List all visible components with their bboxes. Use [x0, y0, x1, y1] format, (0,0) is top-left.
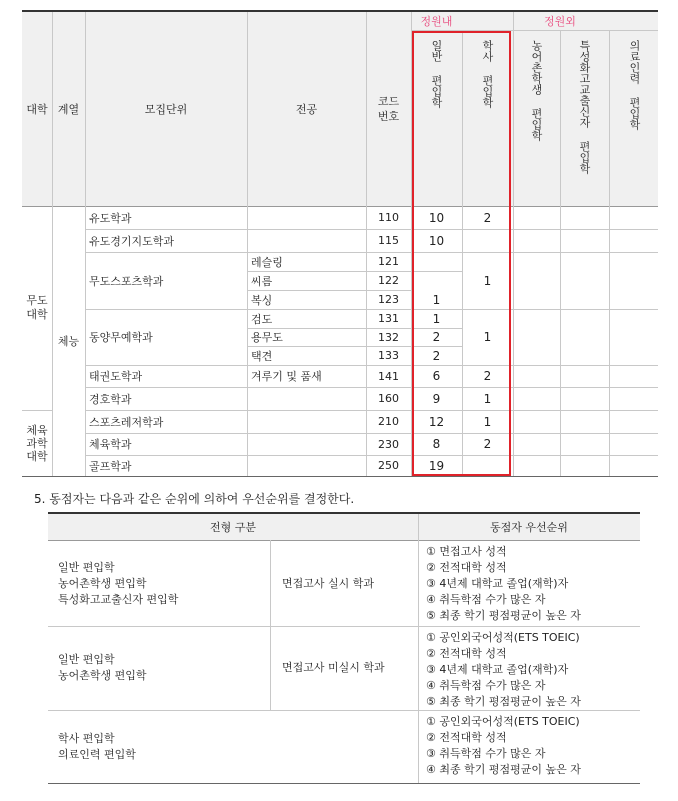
major-cell: 복싱	[251, 293, 273, 307]
bachelor-cell: 1	[483, 330, 492, 344]
unit-cell: 스포츠레저학과	[89, 415, 164, 429]
major-cell: 겨루기 및 품새	[251, 370, 322, 383]
code-cell: 133	[378, 349, 399, 362]
type-item: 농어촌학생 편입학	[58, 669, 147, 682]
type-item: 의료인력 편입학	[58, 748, 136, 761]
unit-cell: 태권도학과	[89, 370, 143, 383]
priority-list	[426, 714, 581, 778]
bachelor-cell: 1	[483, 414, 492, 429]
header-medical: 의료인력 편입학	[628, 40, 641, 130]
major-cell: 씨름	[251, 274, 273, 288]
highlight-box	[412, 31, 511, 476]
priority-item: ① 공인외국어성적(ETS TOEIC)	[426, 715, 580, 728]
header-college: 대학	[26, 103, 48, 116]
type-list	[58, 731, 136, 763]
group-header-outside: 정원외	[544, 15, 576, 28]
priority-item: ③ 4년제 대학교 졸업(재학)자	[426, 577, 569, 590]
general-cell: 10	[428, 210, 445, 225]
priority-item: ① 공인외국어성적(ETS TOEIC)	[426, 631, 580, 644]
priority-item: ③ 취득학점 수가 많은 자	[426, 747, 546, 760]
priority-list	[426, 630, 581, 710]
code-cell: 250	[378, 459, 399, 472]
header-farming: 농어촌학생 편입학	[530, 40, 543, 141]
general-cell: 19	[428, 458, 445, 473]
priority-item: ⑤ 최종 학기 평점평균이 높은 자	[426, 609, 581, 622]
priority-item: ④ 취득학점 수가 많은 자	[426, 593, 546, 606]
major-cell: 레슬링	[251, 255, 283, 269]
priority-list	[426, 544, 581, 624]
header-unit: 모집단위	[144, 103, 188, 116]
header-major: 전공	[295, 103, 318, 116]
tie-break-note: 5. 동점자는 다음과 같은 순위에 의하여 우선순위를 결정한다.	[34, 492, 355, 506]
general-cell: 2	[432, 348, 441, 363]
code-cell: 131	[378, 312, 399, 325]
type-item: 학사 편입학	[58, 732, 115, 745]
unit-cell: 체육학과	[89, 438, 132, 451]
type-item: 특성화고교출신자 편입학	[58, 593, 179, 606]
general-cell: 8	[432, 437, 441, 451]
major-cell: 검도	[251, 312, 273, 326]
bachelor-cell: 2	[483, 437, 492, 451]
type-item: 일반 편입학	[58, 653, 115, 666]
major-cell: 용무도	[251, 331, 283, 344]
type-item: 일반 편입학	[58, 561, 115, 574]
priority-item: ② 전적대학 성적	[426, 647, 507, 660]
code-cell: 210	[378, 415, 399, 428]
code-cell: 132	[378, 330, 399, 344]
college-mudo: 무도 대학	[26, 294, 48, 321]
general-cell: 2	[432, 330, 441, 344]
code-cell: 110	[378, 211, 399, 224]
general-cell: 10	[428, 233, 445, 248]
code-cell: 230	[378, 437, 399, 451]
header-general: 일반 편입학	[430, 40, 443, 108]
major-cell: 택견	[251, 349, 273, 363]
general-cell: 1	[432, 311, 441, 326]
header-special: 특성화고교출신자 편입학	[578, 40, 591, 174]
group-header-inside: 정원내	[420, 15, 453, 28]
unit-cell: 무도스포츠학과	[89, 274, 164, 288]
condition-cell: 면접고사 실시 학과	[282, 577, 375, 590]
header-bachelor: 학사 편입학	[481, 40, 494, 108]
unit-cell: 동양무예학과	[89, 331, 153, 344]
college-sports: 체육 과학 대학	[26, 423, 48, 463]
code-cell: 115	[378, 234, 399, 247]
condition-cell: 면접고사 미실시 학과	[282, 661, 385, 674]
type-list	[58, 560, 178, 608]
priority-item: ① 면접고사 성적	[426, 545, 507, 558]
bachelor-cell: 2	[483, 369, 492, 383]
general-cell: 9	[432, 391, 441, 406]
code-cell: 141	[378, 369, 399, 383]
unit-cell: 유도경기지도학과	[89, 234, 175, 248]
general-cell: 12	[428, 414, 445, 429]
unit-cell: 유도학과	[89, 211, 132, 225]
type-list	[58, 652, 147, 684]
priority-item: ② 전적대학 성적	[426, 731, 507, 744]
general-cell: 6	[432, 369, 441, 383]
general-cell: 1	[432, 292, 441, 307]
priority-item: ⑤ 최종 학기 평점평균이 높은 자	[426, 695, 581, 708]
header-type: 전형 구분	[209, 521, 256, 534]
bachelor-cell: 1	[483, 273, 492, 288]
bachelor-cell: 1	[483, 391, 492, 406]
priority-item: ④ 취득학점 수가 많은 자	[426, 679, 546, 692]
unit-cell: 경호학과	[89, 392, 132, 406]
header-priority: 동점자 우선순위	[490, 521, 568, 534]
priority-item: ③ 4년제 대학교 졸업(재학)자	[426, 663, 569, 676]
header-code: 코드 번호	[377, 95, 400, 123]
bachelor-cell: 2	[483, 210, 492, 225]
priority-item: ② 전적대학 성적	[426, 561, 507, 574]
priority-item: ④ 최종 학기 평점평균이 높은 자	[426, 763, 581, 776]
code-cell: 121	[378, 255, 399, 268]
code-cell: 122	[378, 274, 399, 287]
unit-cell: 골프학과	[89, 459, 132, 473]
header-series: 계열	[57, 103, 80, 116]
type-item: 농어촌학생 편입학	[58, 577, 147, 590]
series-cell: 체능	[57, 335, 80, 348]
code-cell: 160	[378, 392, 399, 405]
code-cell: 123	[378, 293, 399, 306]
